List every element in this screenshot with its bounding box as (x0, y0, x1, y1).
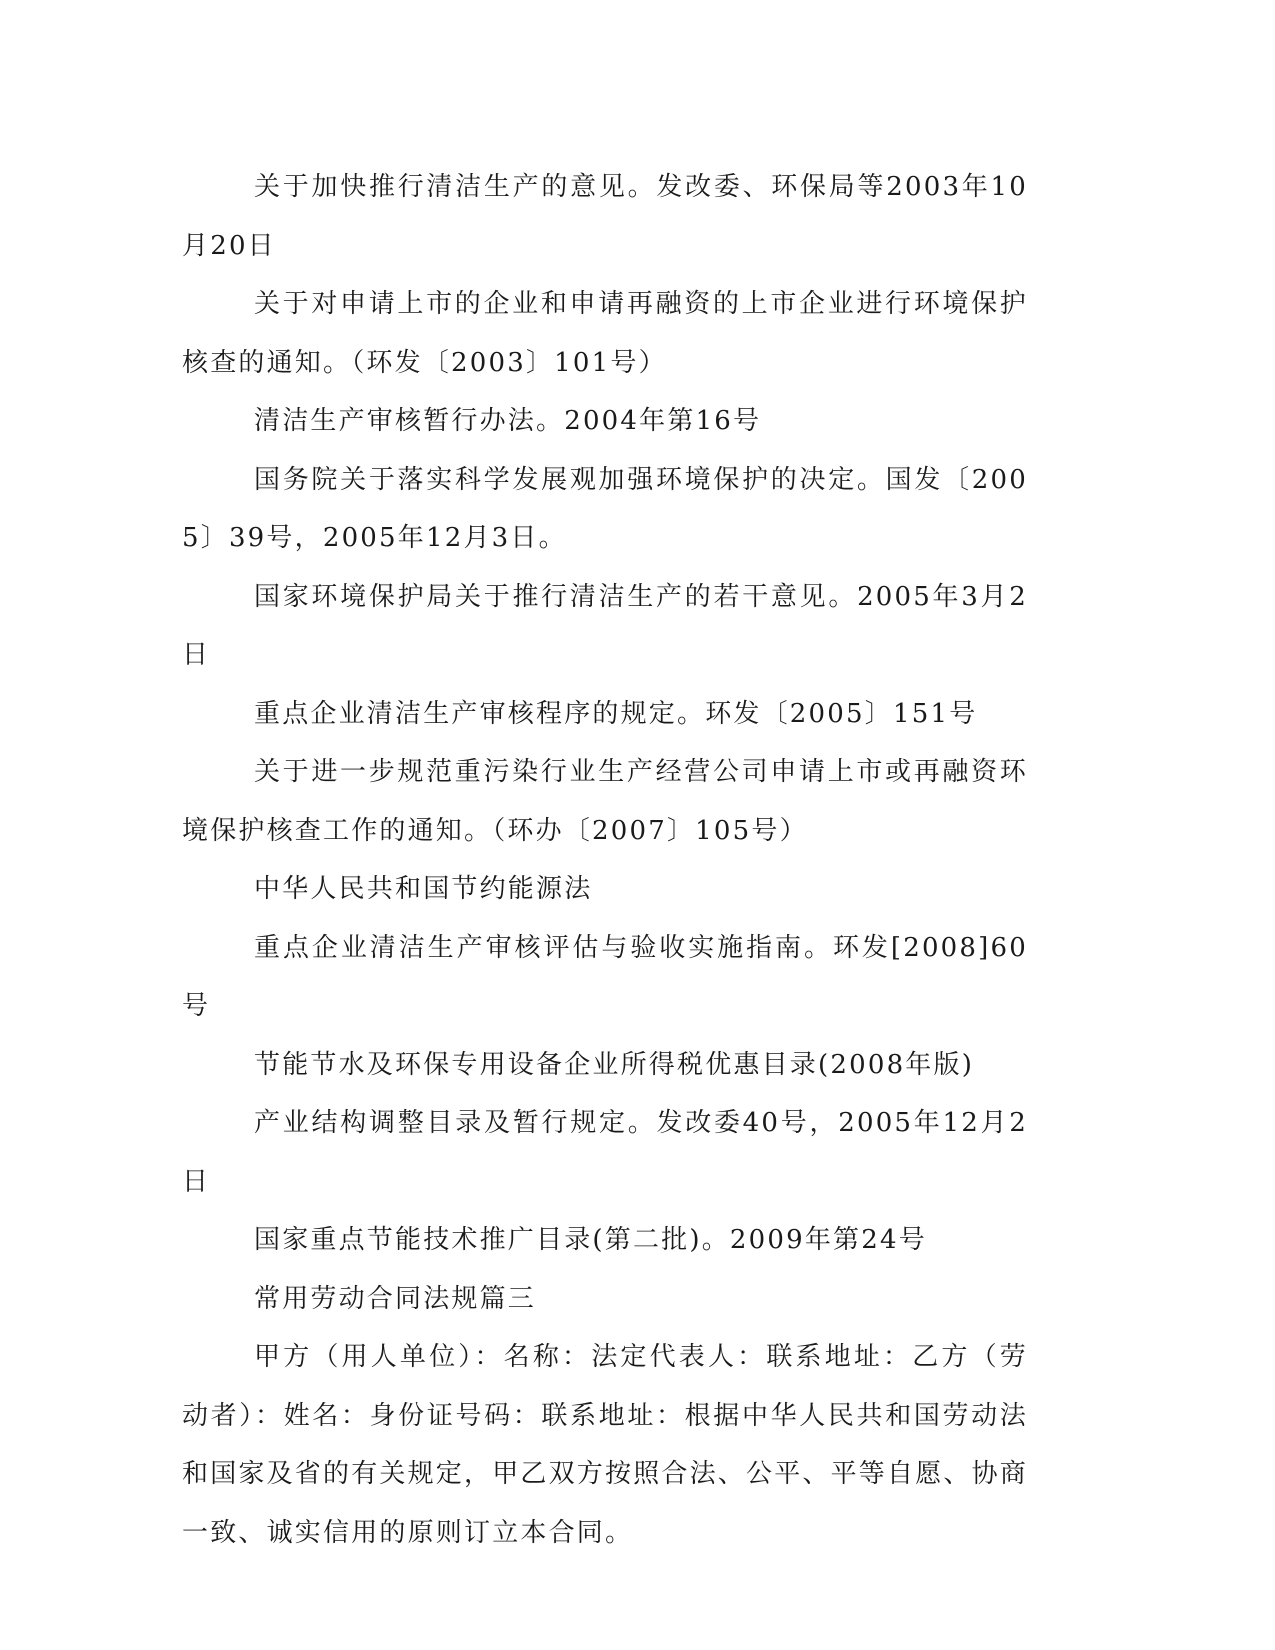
paragraph: 关于对申请上市的企业和申请再融资的上市企业进行环境保护核查的通知。（环发〔2003〕101号） (182, 289, 1028, 378)
paragraph: 重点企业清洁生产审核评估与验收实施指南。环发[2008]60号 (182, 932, 1028, 1021)
paragraph: 关于加快推行清洁生产的意见。发改委、环保局等2003年10月20日 (182, 172, 1028, 261)
paragraph: 清洁生产审核暂行办法。2004年第16号 (254, 406, 762, 436)
section-heading: 常用劳动合同法规篇三 (254, 1283, 537, 1314)
paragraph: 关于进一步规范重污染行业生产经营公司申请上市或再融资环境保护核查工作的通知。（环办〔2007〕105号） (182, 757, 1028, 846)
paragraph: 产业结构调整目录及暂行规定。发改委40号，2005年12月2日 (182, 1108, 1028, 1197)
paragraph: 节能节水及环保专用设备企业所得税优惠目录(2008年版) (254, 1049, 975, 1080)
document-body (182, 158, 1028, 1562)
paragraph: 国家环境保护局关于推行清洁生产的若干意见。2005年3月2日 (182, 581, 1028, 670)
paragraph: 重点企业清洁生产审核程序的规定。环发〔2005〕151号 (254, 698, 978, 729)
paragraph: 中华人民共和国节约能源法 (254, 874, 593, 904)
paragraph: 国家重点节能技术推广目录(第二批)。2009年第24号 (254, 1225, 927, 1255)
paragraph: 国务院关于落实科学发展观加强环境保护的决定。国发〔2005〕39号，2005年12月3日。 (182, 464, 1028, 553)
paragraph: 甲方（用人单位）：名称：法定代表人：联系地址：乙方（劳动者）：姓名：身份证号码：联系地址：根据中华人民共和国劳动法和国家及省的有关规定，甲乙双方按照合法、公平、平等自愿、协商一致、诚实信用的原则订立本合同。 (182, 1342, 1029, 1548)
